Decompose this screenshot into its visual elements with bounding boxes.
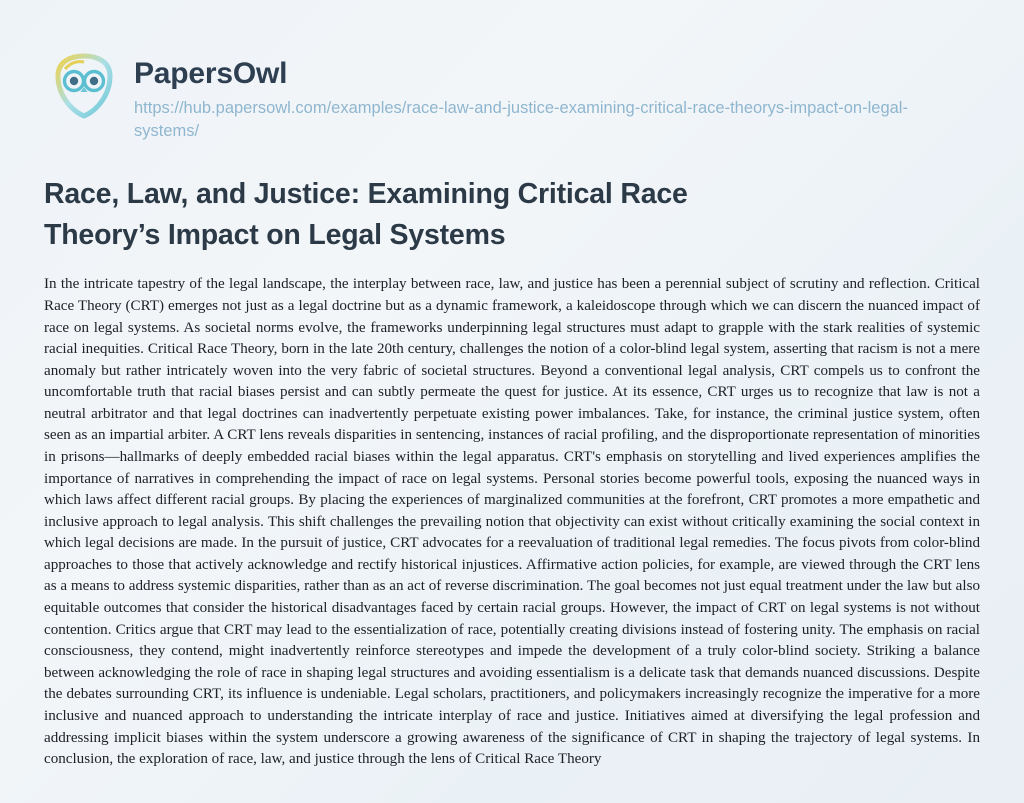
owl-logo-icon xyxy=(48,50,120,122)
source-url[interactable]: https://hub.papersowl.com/examples/race-law-and-justice-examining-critical-race-theorys-impact-on-legal-systems/ xyxy=(134,98,908,141)
brand-block xyxy=(134,46,980,144)
brand-name: PapersOwl xyxy=(134,57,288,90)
page-title: Race, Law, and Justice: Examining Critical Race Theory’s Impact on Legal Systems xyxy=(44,178,688,251)
article-body: In the intricate tapestry of the legal landscape, the interplay between race, law, and justice has been a perennial subject of scrutiny and reflection. Critical Race Theory (CRT) emerges not just as a legal doctrine but as a dynamic framework, a kaleidoscope through which we can discern the nuanced impact of race on legal systems. As societal norms evolve, the frameworks underpinning legal structures must adapt to grapple with the stark realities of systemic racial inequities. Critical Race Theory, born in the late 20th century, challenges the notion of a color-blind legal system, asserting that racism is not a mere anomaly but rather intricately woven into the very fabric of societal structures. Beyond a conventional legal analysis, CRT compels us to confront the uncomfortable truth that racial biases persist and can subtly permeate the quest for justice. At its essence, CRT urges us to recognize that law is not a neutral arbitrator and that legal doctrines can inadvertently perpetuate existing power imbalances. Take, for instance, the criminal justice system, often seen as an impartial arbiter. A CRT lens reveals disparities in sentencing, instances of racial profiling, and the disproportionate representation of minorities in prisons—hallmarks of deeply embedded racial biases within the legal apparatus. CRT's emphasis on storytelling and lived experiences amplifies the importance of narratives in comprehending the impact of race on legal systems. Personal stories become powerful tools, exposing the nuanced ways in which laws affect different racial groups. By placing the experiences of marginalized communities at the forefront, CRT promotes a more empathetic and inclusive approach to legal analysis. This shift challenges the prevailing notion that objectivity can exist without critically examining the social context in which legal decisions are made. In the pursuit of justice, CRT advocates for a reevaluation of traditional legal remedies. The focus pivots from color-blind approaches to those that actively acknowledge and rectify historical injustices. Affirmative action policies, for example, are viewed through the CRT lens as a means to address systemic disparities, rather than as an act of reverse discrimination. The goal becomes not just equal treatment under the law but also equitable outcomes that consider the historical disadvantages faced by certain racial groups. However, the impact of CRT on legal systems is not without contention. Critics argue that CRT may lead to the essentialization of race, potentially creating divisions instead of fostering unity. The emphasis on racial consciousness, they contend, might inadvertently reinforce stereotypes and impede the development of a truly color-blind society. Striking a balance between acknowledging the role of race in shaping legal structures and avoiding essentialism is a delicate task that demands nuanced discussions. Despite the debates surrounding CRT, its influence is undeniable. Legal scholars, practitioners, and policymakers increasingly recognize the imperative for a more inclusive and nuanced approach to understanding the intricate interplay of race and justice. Initiatives aimed at diversifying the legal profession and addressing implicit biases within the system underscore a growing awareness of the significance of CRT in shaping the trajectory of legal systems. In conclusion, the exploration of race, law, and justice through the lens of Critical Race Theory xyxy=(44,276,980,768)
site-header xyxy=(44,46,980,144)
